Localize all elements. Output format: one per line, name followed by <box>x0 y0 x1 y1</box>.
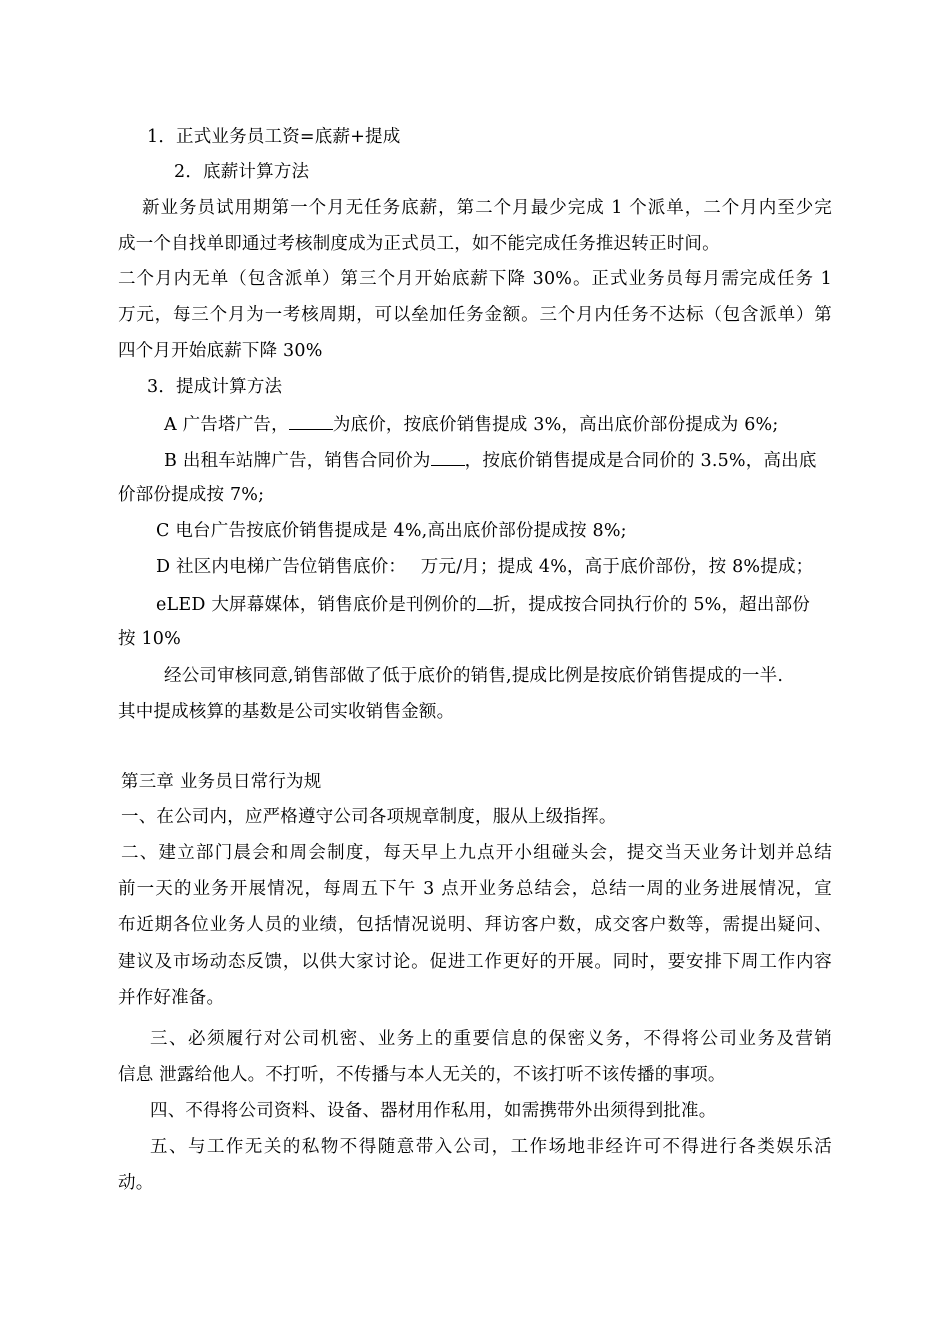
base-salary-para-line-4: 万元，每三个月为一考核周期，可以垒加任务金额。三个月内任务不达标（包含派单）第 <box>118 305 832 325</box>
commission-b-line-2: 价部份提成按 7%; <box>118 485 265 505</box>
commission-e-suffix: 折，提成按合同执行价的 5%，超出部份 <box>492 595 810 615</box>
commission-a-prefix: A 广告塔广告， <box>164 415 289 435</box>
commission-b-suffix: ，按底价销售提成是合同价的 3.5%，高出底 <box>464 451 817 471</box>
commission-a-blank <box>289 411 333 430</box>
commission-b-prefix: B 出租车站牌广告，销售合同价为 <box>164 451 431 471</box>
rule-3-line-1: 三、必须履行对公司机密、业务上的重要信息的保密义务，不得将公司业务及营销 <box>150 1029 832 1049</box>
rule-2-line-1: 二、建立部门晨会和周会制度，每天早上九点开小组碰头会，提交当天业务计划并总结 <box>121 843 832 863</box>
commission-b-blank <box>431 447 465 466</box>
rule-2-line-2: 前一天的业务开展情况，每周五下午 3 点开业务总结会，总结一周的业务进展情况，宣 <box>118 879 832 899</box>
rule-2-line-5: 并作好准备。 <box>118 988 225 1008</box>
commission-a-suffix: 为底价，按底价销售提成 3%，高出底价部份提成为 6%; <box>332 415 779 435</box>
salary-item-2-heading: 2．底薪计算方法 <box>174 162 310 182</box>
rule-2-line-3: 布近期各位业务人员的业绩，包括情况说明、拜访客户数，成交客户数等，需提出疑问、 <box>118 915 832 935</box>
commission-b-line-1 <box>164 447 884 473</box>
commission-e-line-1 <box>156 591 876 617</box>
base-salary-para-line-3: 二个月内无单（包含派单）第三个月开始底薪下降 30%。正式业务员每月需完成任务 1 <box>118 269 832 289</box>
audit-para-line-2: 其中提成核算的基数是公司实收销售金额。 <box>118 702 455 722</box>
salary-item-3-heading: 3．提成计算方法 <box>147 377 283 397</box>
chapter-3-title: 第三章 业务员日常行为规 <box>121 772 322 792</box>
rule-5-line-1: 五、与工作无关的私物不得随意带入公司，工作场地非经许可不得进行各类娱乐活 <box>150 1137 832 1157</box>
rule-2-line-4: 建议及市场动态反馈，以供大家讨论。促进工作更好的开展。同时，要安排下周工作内容 <box>118 952 832 972</box>
commission-e-line-2: 按 10% <box>118 629 181 649</box>
base-salary-para-line-1: 新业务员试用期第一个月无任务底薪，第二个月最少完成 1 个派单，二个月内至少完 <box>142 198 832 218</box>
base-salary-para-line-2: 成一个自找单即通过考核制度成为正式员工，如不能完成任务推迟转正时间。 <box>118 234 720 254</box>
rule-5-line-2: 动。 <box>118 1173 154 1193</box>
commission-c-line: C 电台广告按底价销售提成是 4%,高出底价部份提成按 8%; <box>156 521 627 541</box>
commission-e-prefix: eLED 大屏幕媒体，销售底价是刊例价的 <box>156 595 477 615</box>
commission-d-line: D 社区内电梯广告位销售底价： 万元/月；提成 4%，高于底价部份，按 8%提成； <box>156 557 814 577</box>
base-salary-para-line-5: 四个月开始底薪下降 30% <box>118 341 323 361</box>
rule-4: 四、不得将公司资料、设备、器材用作私用，如需携带外出须得到批准。 <box>150 1101 717 1121</box>
commission-a-line <box>164 411 884 437</box>
rule-3-line-2: 信息 泄露给他人。不打听，不传播与本人无关的，不该打听不该传播的事项。 <box>118 1065 726 1085</box>
commission-e-blank <box>477 591 493 610</box>
salary-item-1: 1．正式业务员工资=底薪+提成 <box>147 127 401 147</box>
rule-1: 一、在公司内，应严格遵守公司各项规章制度，服从上级指挥。 <box>121 807 617 827</box>
audit-para-line-1: 经公司审核同意,销售部做了低于底价的销售,提成比例是按底价销售提成的一半. <box>164 666 784 686</box>
